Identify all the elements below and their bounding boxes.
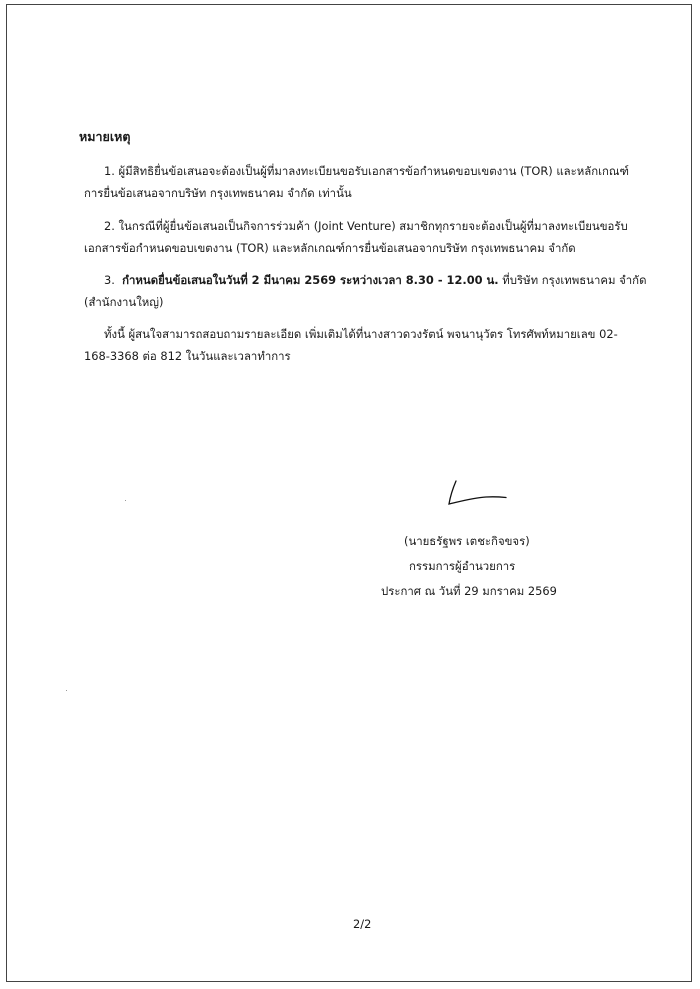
handwritten-signature	[446, 478, 508, 510]
note-3-number: 3.	[104, 273, 115, 287]
contact-note-line-2: 168-3368 ต่อ 812 ในวันและเวลาทำการ	[84, 349, 291, 363]
note-3	[84, 269, 647, 313]
scan-speck	[66, 690, 67, 691]
note-2-line-2: เอกสารข้อกำหนดขอบเขตงาน (TOR) และหลักเกณฑ์การยื่นข้อเสนอจากบริษัท กรุงเทพธนาคม จำกัด	[84, 241, 576, 255]
page-number: 2/2	[353, 917, 372, 931]
note-3-location: ที่บริษัท กรุงเทพธนาคม จำกัด	[498, 273, 647, 287]
document-page	[6, 4, 692, 982]
note-3-line-1	[84, 269, 647, 291]
notes-heading: หมายเหตุ	[79, 129, 131, 144]
note-2-line-1: 2. ในกรณีที่ผู้ยื่นข้อเสนอเป็นกิจการร่วมค้า (Joint Venture) สมาชิกทุกรายจะต้องเป็นผู้ที่มาลงทะเบียนขอรับ	[104, 219, 628, 233]
note-2	[84, 215, 644, 259]
note-3-line-2: (สำนักงานใหญ่)	[84, 295, 164, 309]
contact-note-line-1: ทั้งนี้ ผู้สนใจสามารถสอบถามรายละเอียด เพิ่มเติมได้ที่นางสาวดวงรัตน์ พจนานุวัตร โทรศัพท์หมายเลข 02-	[104, 327, 618, 341]
note-3-deadline: กำหนดยื่นข้อเสนอในวันที่ 2 มีนาคม 2569 ระหว่างเวลา 8.30 - 12.00 น.	[122, 273, 499, 287]
announcement-date: ประกาศ ณ วันที่ 29 มกราคม 2569	[381, 584, 557, 598]
signatory-name: (นายธรัฐพร เตชะกิจขจร)	[404, 534, 530, 548]
signatory-position: กรรมการผู้อำนวยการ	[409, 559, 516, 573]
contact-note	[84, 323, 644, 367]
note-1-line-2: การยื่นข้อเสนอจากบริษัท กรุงเทพธนาคม จำกัด เท่านั้น	[84, 186, 352, 200]
note-1	[84, 160, 644, 204]
note-1-line-1: 1. ผู้มีสิทธิยื่นข้อเสนอจะต้องเป็นผู้ที่มาลงทะเบียนขอรับเอกสารข้อกำหนดขอบเขตงาน (TOR) และหลักเกณฑ์	[104, 164, 629, 178]
scan-speck	[125, 500, 126, 501]
